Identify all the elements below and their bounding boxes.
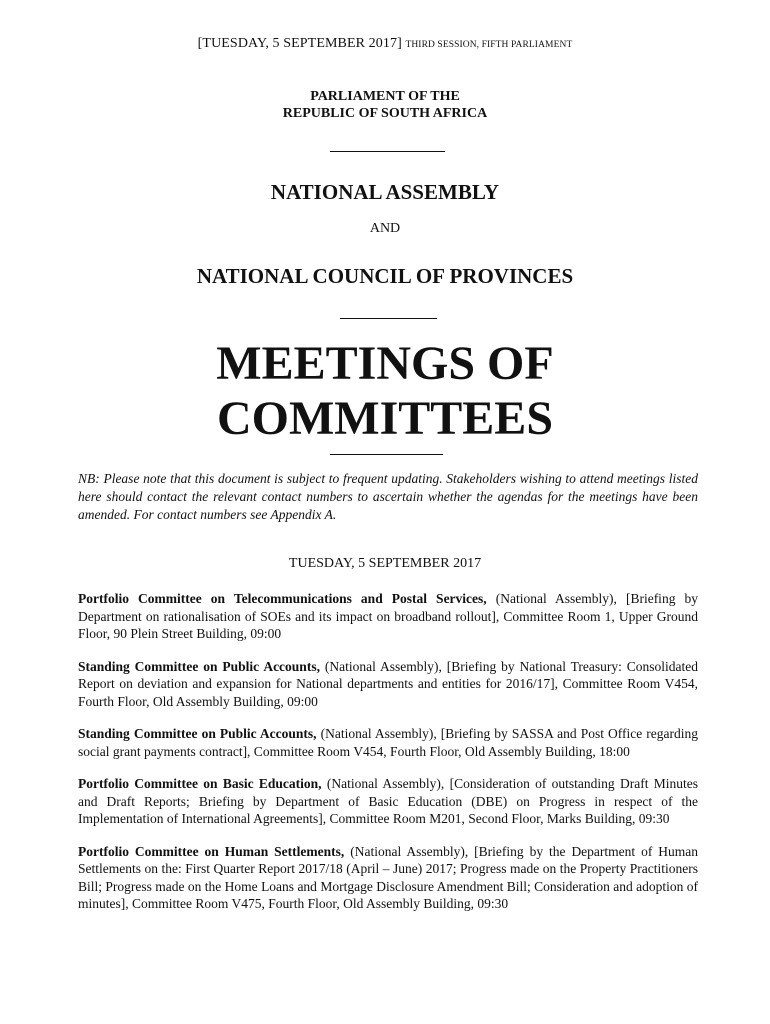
meeting-entry [78,590,698,643]
divider-rule [330,454,443,455]
header-session: THIRD SESSION, FIFTH PARLIAMENT [405,40,573,50]
meeting-details: (National Assembly), [Briefing by the Department of Human Settlements on the: First Quarter Report 2017/18 (April – June) 2017; Progress made on the Property Practitioners Bill; Progress made on the Home Loans and Mortgage Disclosure Amendment Bill; Consideration and adoption of minutes], Committee Room V475, Fourth Floor, Old Assembly Building, 09:30 [78,843,699,911]
notice-paragraph: NB: Please note that this document is subject to frequent updating. Stakeholders wishing to attend meetings listed here should contact the relevant contact numbers to ascertain whether the agendas for the meetings have been amended. For contact numbers see Appendix A. [78,471,698,522]
header-date: [TUESDAY, 5 SEPTEMBER 2017] [197,36,402,51]
and-conjunction: AND [369,221,401,236]
parliament-line-1: PARLIAMENT OF THE [310,89,460,104]
divider-rule [330,151,445,152]
title-line-1: MEETINGS OF [216,337,554,390]
committee-name: Portfolio Committee on Human Settlements, [78,843,345,859]
committee-name: Standing Committee on Public Accounts, [78,658,320,674]
title-line-2: COMMITTEES [216,392,554,445]
ncop-heading: NATIONAL COUNCIL OF PROVINCES [196,264,574,288]
meeting-details: (National Assembly), [Briefing by SASSA and Post Office regarding social grant payments contract], Committee Room V454, Fourth Floor, Old Assembly Building, 18:00 [78,726,698,759]
document-title [0,336,770,446]
committee-name: Standing Committee on Public Accounts, [78,726,317,741]
divider-rule [340,318,437,319]
day-heading: TUESDAY, 5 SEPTEMBER 2017 [288,556,482,571]
running-header [0,36,770,52]
meeting-details: (National Assembly), [Consideration of outstanding Draft Minutes and Draft Reports; Briefing by Department of Basic Education (DBE) on Progress in respect of the Implementation of International Agreements], Committee Room M201, Second Floor, Marks Building, 09:30 [78,776,699,826]
meeting-details: (National Assembly), [Briefing by National Treasury: Consolidated Report on deviation and expansion for National departments and entities for 2016/17], Committee Room V454, Fourth Floor, Old Assembly Building, 09:00 [78,658,699,709]
national-assembly-heading: NATIONAL ASSEMBLY [270,180,500,204]
committee-name: Portfolio Committee on Telecommunications and Postal Services, [78,591,487,606]
meeting-entry [78,843,698,913]
meeting-details: (National Assembly), [Briefing by Department on rationalisation of SOEs and its impact on broadband rollout], Committee Room 1, Upper Ground Floor, 90 Plein Street Building, 09:00 [78,591,698,641]
meetings-list [78,590,698,928]
meeting-entry [78,658,698,711]
committee-name: Portfolio Committee on Basic Education, [78,776,322,791]
meeting-entry [78,775,698,828]
parliament-line-2: REPUBLIC OF SOUTH AFRICA [282,106,488,121]
meeting-entry [78,725,698,760]
parliament-heading [0,88,770,122]
